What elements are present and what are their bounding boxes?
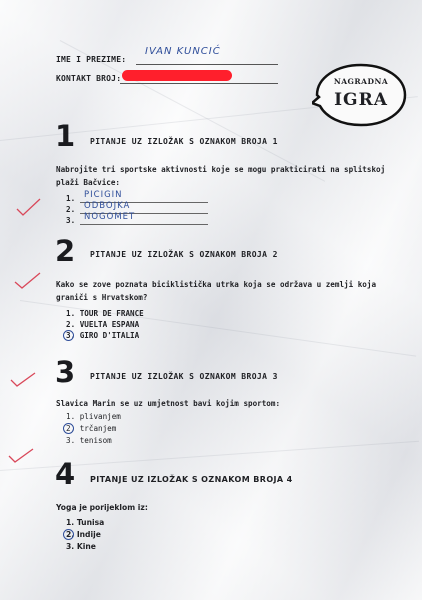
answer-index: 2. xyxy=(66,205,76,214)
option-item[interactable] xyxy=(66,518,104,527)
question-text: Kako se zove poznata biciklistička utrka koja se održava u zemlji koja graniči s Hrvatskom? xyxy=(56,280,377,302)
answer-index: 3. xyxy=(66,216,76,225)
question-number: 1 xyxy=(55,119,76,153)
option-label: plivanjem xyxy=(79,412,121,421)
option-label: GIRO D'ITALIA xyxy=(79,331,140,340)
answer-handwritten: ODBOJKA xyxy=(84,201,131,211)
question-number: 4 xyxy=(55,457,76,491)
selected-answer-circle xyxy=(63,529,74,540)
option-label: Kine xyxy=(76,542,96,551)
option-index: 1. xyxy=(66,309,76,318)
option-label: tenisom xyxy=(79,436,112,445)
checkmark-icon xyxy=(6,446,36,466)
question-number: 2 xyxy=(55,234,76,268)
option-index: 2. xyxy=(66,424,76,433)
option-index: 3. xyxy=(66,436,76,445)
question-title: PITANJE UZ IZLOŽAK S OZNAKOM BROJA 1 xyxy=(90,137,278,146)
option-index: 1. xyxy=(66,412,76,421)
name-underline xyxy=(136,64,278,65)
answer-handwritten: PICIGIN xyxy=(84,190,123,200)
contact-underline xyxy=(120,83,278,84)
option-index: 3. xyxy=(66,542,75,551)
badge-line2: IGRA xyxy=(334,90,388,110)
option-label: VUELTA ESPANA xyxy=(79,320,140,329)
question-title: PITANJE UZ IZLOŽAK S OZNAKOM BROJA 4 xyxy=(90,475,293,484)
answer-line xyxy=(80,224,208,225)
selected-answer-circle xyxy=(63,423,74,434)
checkmark-icon xyxy=(12,270,42,292)
option-item[interactable] xyxy=(66,309,144,318)
option-index: 2. xyxy=(66,530,75,539)
option-label: Tunisa xyxy=(76,518,105,527)
name-value: IVAN KUNCIĆ xyxy=(145,46,221,57)
prize-game-badge xyxy=(312,62,410,128)
option-index: 2. xyxy=(66,320,76,329)
option-item[interactable] xyxy=(66,412,121,421)
question-number: 3 xyxy=(55,355,76,389)
option-item[interactable] xyxy=(66,320,139,329)
option-item[interactable] xyxy=(66,436,112,445)
selected-answer-circle xyxy=(63,330,74,341)
question-text: Yoga je porijeklom iz: xyxy=(56,503,148,512)
contact-redaction xyxy=(122,70,232,81)
question-title: PITANJE UZ IZLOŽAK S OZNAKOM BROJA 3 xyxy=(90,372,278,381)
option-index: 1. xyxy=(66,518,75,527)
checkmark-icon xyxy=(8,370,38,390)
checkmark-icon xyxy=(14,196,42,218)
option-label: trčanjem xyxy=(79,424,117,433)
contact-label: KONTAKT BROJ: xyxy=(56,74,122,83)
option-item[interactable] xyxy=(66,542,96,551)
question-title: PITANJE UZ IZLOŽAK S OZNAKOM BROJA 2 xyxy=(90,250,278,259)
option-label: TOUR DE FRANCE xyxy=(79,309,144,318)
question-text: Nabrojite tri sportske aktivnosti koje se mogu prakticirati na splitskoj plaži Bačvice: xyxy=(56,165,386,187)
question-text: Slavica Marin se uz umjetnost bavi kojim sportom: xyxy=(56,399,281,408)
option-item[interactable] xyxy=(66,331,139,340)
option-index: 3. xyxy=(66,331,76,340)
name-label: IME I PREZIME: xyxy=(56,55,127,64)
answer-index: 1. xyxy=(66,194,76,203)
badge-line1: NAGRADNA xyxy=(333,77,389,86)
answer-handwritten: NOGOMET xyxy=(84,212,136,222)
option-label: Indije xyxy=(76,530,101,539)
